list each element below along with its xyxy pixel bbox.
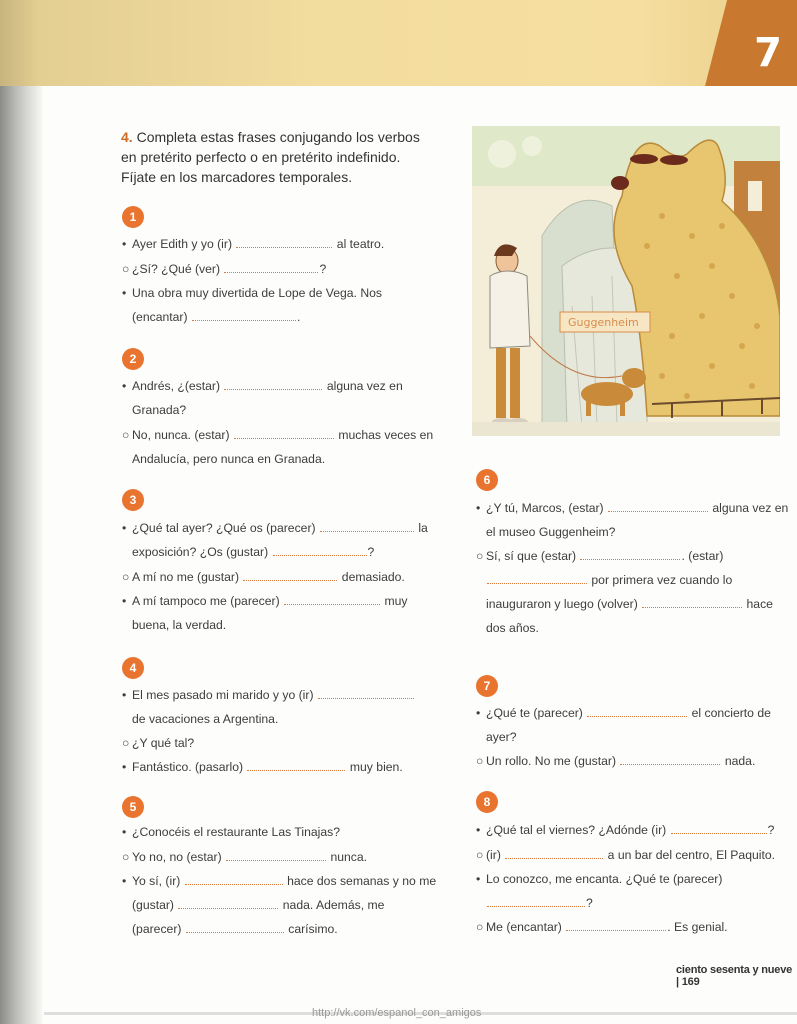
dialogue-line: ayer? [486, 730, 517, 744]
answer-blank[interactable] [284, 594, 380, 605]
dialogue-line: ○ No, nunca. (estar) muchas veces en [122, 428, 434, 442]
dialogue-line: ○ ¿Y qué tal? [122, 736, 195, 750]
dialogue-line: • Lo conozco, me encanta. ¿Qué te (parecer) [476, 872, 723, 886]
answer-blank[interactable] [318, 688, 414, 699]
dialogue-line: Granada? [132, 403, 187, 417]
answer-blank[interactable] [224, 262, 318, 273]
watermark-url: http://vk.com/espanol_con_amigos [312, 1007, 482, 1019]
dialogue-line: ○ Me (encantar) . Es genial. [476, 920, 728, 934]
dialogue-line: (gustar) nada. Además, me [132, 898, 385, 912]
dialogue-line: • ¿Y tú, Marcos, (estar) alguna vez en [476, 501, 789, 515]
dialogue-line: • ¿Conocéis el restaurante Las Tinajas? [122, 825, 340, 839]
answer-blank[interactable] [642, 597, 742, 608]
dialogue-badge-8: 8 [476, 791, 498, 813]
museum-sign: Guggenheim [568, 316, 639, 329]
dialogue-line: por primera vez cuando lo [486, 572, 732, 588]
dialogue-line: (encantar) . [132, 310, 301, 324]
dialogue-badge-5: 5 [122, 796, 144, 818]
dialogue-line: ○ Yo no, no (estar) nunca. [122, 850, 368, 864]
dialogue-line: inauguraron y luego (volver) hace [486, 597, 773, 611]
instruction-line: Completa estas frases conjugando los verbos [136, 129, 420, 145]
answer-blank[interactable] [505, 848, 603, 859]
answer-blank[interactable] [620, 754, 720, 765]
instruction-line: Fíjate en los marcadores temporales. [121, 169, 353, 185]
answer-blank[interactable] [243, 570, 337, 581]
answer-blank[interactable] [273, 545, 367, 556]
dialogue-line: el museo Guggenheim? [486, 525, 616, 539]
dialogue-badge-2: 2 [122, 348, 144, 370]
dialogue-line: de vacaciones a Argentina. [132, 712, 279, 726]
answer-blank[interactable] [580, 549, 680, 560]
dialogue-line: ○ (ir) a un bar del centro, El Paquito. [476, 848, 776, 862]
answer-blank[interactable] [178, 898, 278, 909]
exercise-instruction [121, 127, 441, 187]
dialogue-line: (parecer) carísimo. [132, 922, 338, 936]
dialogue-line: • Andrés, ¿(estar) alguna vez en [122, 379, 403, 393]
dialogue-line: • ¿Qué te (parecer) el concierto de [476, 706, 771, 720]
answer-blank[interactable] [608, 501, 708, 512]
answer-blank[interactable] [247, 760, 345, 771]
answer-blank[interactable] [226, 850, 326, 861]
dialogue-line: buena, la verdad. [132, 618, 227, 632]
dialogue-line: ○ ¿Sí? ¿Qué (ver) ? [122, 262, 327, 276]
answer-blank[interactable] [234, 428, 334, 439]
dialogue-line: • Ayer Edith y yo (ir) al teatro. [122, 237, 385, 251]
dialogue-badge-3: 3 [122, 489, 144, 511]
dialogue-line: • El mes pasado mi marido y yo (ir) [122, 687, 415, 703]
answer-blank[interactable] [487, 573, 587, 584]
dialogue-badge-7: 7 [476, 675, 498, 697]
dialogue-line: dos años. [486, 621, 539, 635]
answer-blank[interactable] [587, 706, 687, 717]
answer-blank[interactable] [487, 896, 585, 907]
answer-blank[interactable] [320, 521, 414, 532]
dialogue-line: • Fantástico. (pasarlo) muy bien. [122, 760, 403, 774]
header-band [0, 0, 797, 86]
dialogue-line: • Una obra muy divertida de Lope de Vega. Nos [122, 286, 383, 300]
dialogue-line: ? [486, 895, 593, 911]
dialogue-line: exposición? ¿Os (gustar) ? [132, 545, 375, 559]
answer-blank[interactable] [236, 237, 332, 248]
dialogue-badge-6: 6 [476, 469, 498, 491]
dialogue-line: • Yo sí, (ir) hace dos semanas y no me [122, 874, 437, 888]
dialogue-line: ○ Sí, sí que (estar) . (estar) [476, 549, 724, 563]
dialogue-line: • ¿Qué tal el viernes? ¿Adónde (ir) ? [476, 823, 775, 837]
page-number-footer: ciento sesenta y nueve | 169 [676, 964, 793, 988]
dialogue-line: • ¿Qué tal ayer? ¿Qué os (parecer) la [122, 521, 428, 535]
answer-blank[interactable] [186, 922, 284, 933]
dialogue-line: ○ Un rollo. No me (gustar) nada. [476, 754, 756, 768]
exercise-number: 4. [121, 129, 133, 145]
dialogue-badge-1: 1 [122, 206, 144, 228]
dialogue-line: ○ A mí no me (gustar) demasiado. [122, 570, 405, 584]
dialogue-line: • A mí tampoco me (parecer) muy [122, 594, 408, 608]
dialogue-line: Andalucía, pero nunca en Granada. [132, 452, 326, 466]
answer-blank[interactable] [224, 379, 322, 390]
answer-blank[interactable] [566, 920, 666, 931]
instruction-line: en pretérito perfecto o en pretérito indefinido. [121, 149, 401, 165]
guggenheim-dog-illustration [472, 126, 780, 436]
chapter-number: 7 [754, 30, 782, 76]
dialogue-badge-4: 4 [122, 657, 144, 679]
book-spine-shadow [0, 0, 42, 1024]
answer-blank[interactable] [185, 874, 283, 885]
answer-blank[interactable] [671, 823, 767, 834]
answer-blank[interactable] [192, 310, 296, 321]
